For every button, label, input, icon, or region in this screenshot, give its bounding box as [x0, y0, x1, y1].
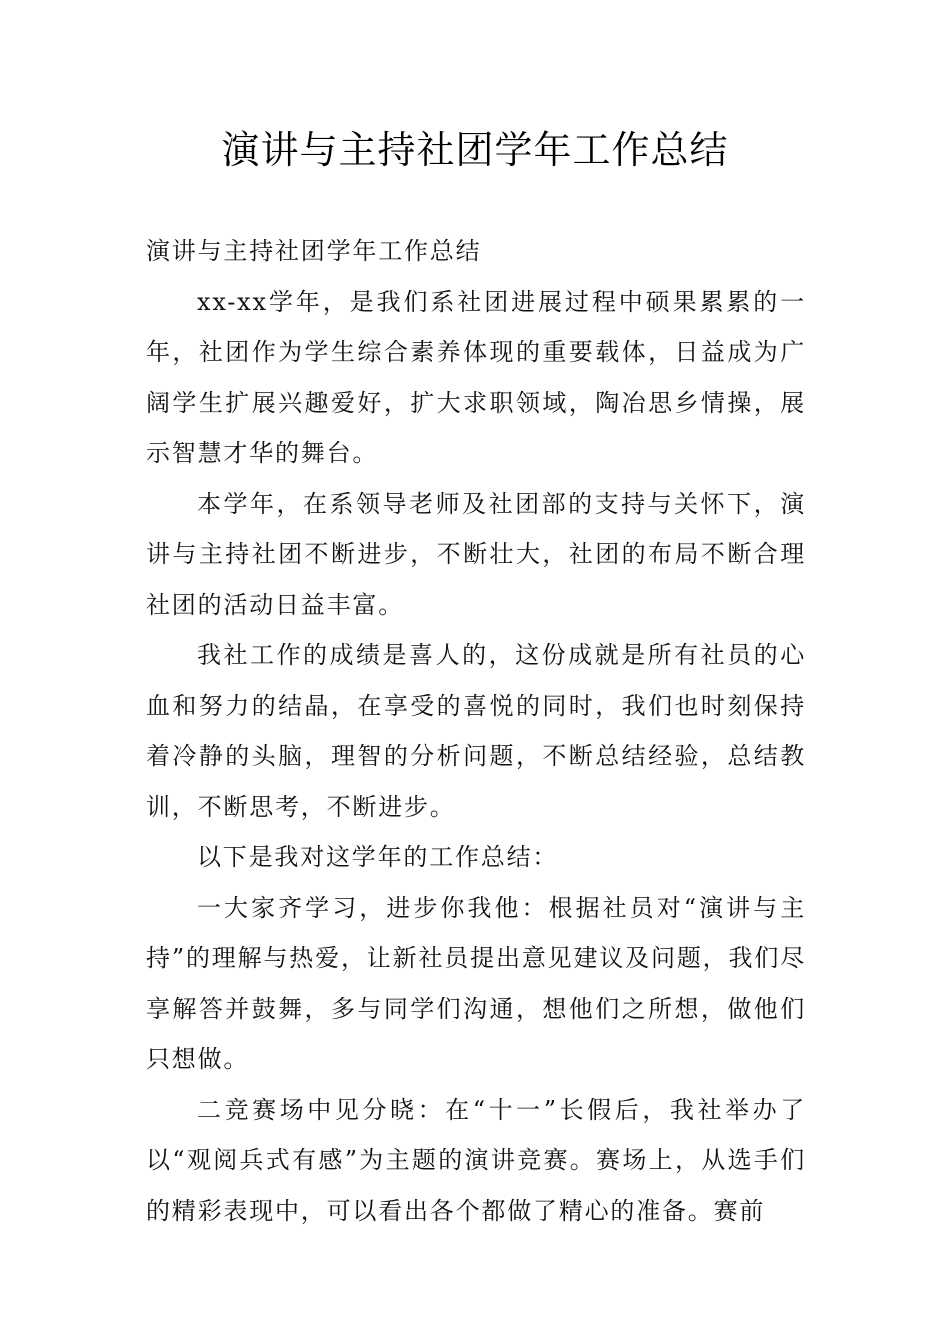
body-paragraph: 以下是我对这学年的工作总结： [197, 843, 559, 871]
body-paragraph: xx-xx学年，是我们系社团进展过程中硕果累累的一年，社团作为学生综合素养体现的重要载体，日益成为广阔学生扩展兴趣爱好，扩大求职领域，陶冶思乡情操，展示智慧才华的舞台。 [146, 287, 806, 467]
body-paragraph: 我社工作的成绩是喜人的，这份成就是所有社员的心血和努力的结晶，在享受的喜悦的同时，我们也时刻保持着冷静的头脑，理智的分析问题，不断总结经验，总结教训，不断思考，不断进步。 [146, 641, 806, 821]
body-paragraph: 一大家齐学习，进步你我他：根据社员对“演讲与主持”的理解与热爱，让新社员提出意见建议及问题，我们尽享解答并鼓舞，多与同学们沟通，想他们之所想，做他们只想做。 [146, 893, 806, 1073]
document-title: 演讲与主持社团学年工作总结 [221, 128, 729, 172]
document-subtitle: 演讲与主持社团学年工作总结 [146, 237, 482, 265]
body-paragraph: 二竞赛场中见分晓：在“十一”长假后，我社举办了以“观阅兵式有感”为主题的演讲竞赛。赛场上，从选手们的精彩表现中，可以看出各个都做了精心的准备。赛前 [146, 1095, 806, 1225]
body-paragraph: 本学年，在系领导老师及社团部的支持与关怀下，演讲与主持社团不断进步，不断壮大，社团的布局不断合理社团的活动日益丰富。 [146, 489, 806, 619]
document-body [146, 226, 806, 1236]
